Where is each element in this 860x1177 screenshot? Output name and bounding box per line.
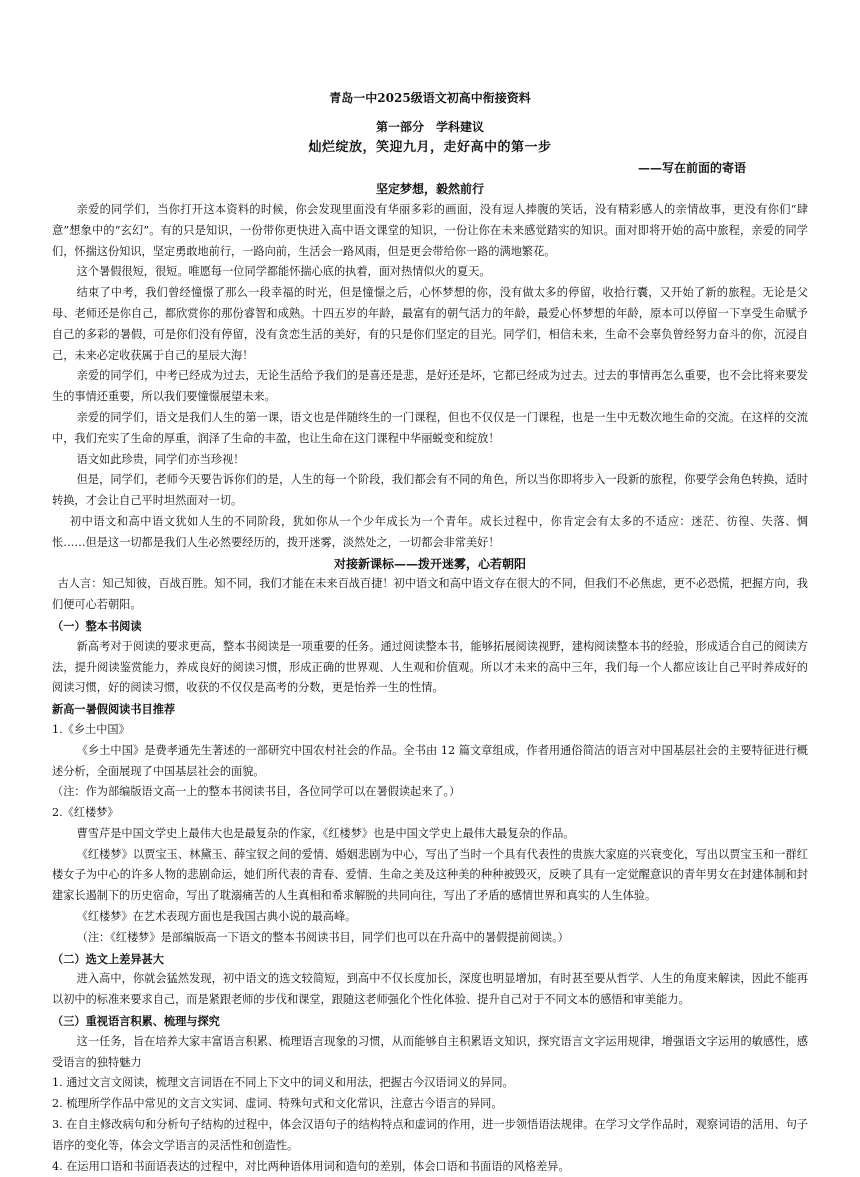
paragraph: 这个暑假很短，很短。唯愿每一位同学都能怀揣心底的执着，面对热情似火的夏天。 [76, 265, 491, 279]
headline: 灿烂绽放，笑迎九月，走好高中的第一步 [308, 139, 552, 155]
list-item: 4. 在运用口语和书面语表达的过程中，对比两种语体用词和造句的差别，体会口语和书面语的风格差异。 [52, 1159, 570, 1173]
part-heading: 第一部分 学科建议 [375, 119, 484, 134]
paragraph: 语文如此珍贵，同学们亦当珍视！ [76, 452, 245, 466]
subheading-curriculum: 对接新课标——拨开迷雾，心若朝阳 [333, 556, 526, 571]
paragraph: 《乡土中国》是费孝通先生著述的一部研究中国农村社会的作品。全书由 12 篇文章组成，作者用通俗简洁的语言对中国基层社会的主要特征进行概述分析，全面展现了中国基层社会的面貌。 [52, 743, 808, 778]
section-heading: （三）重视语言积累、梳理与探究 [52, 1014, 220, 1029]
paragraph: 但是，同学们，老师今天要告诉你们的是，人生的每一个阶段，我们都会有不同的角色，所以当你即将步入一段新的旅程，你要学会角色转换，适时转换，才会让自己平时坦然面对一切。 [52, 473, 808, 508]
paragraph: 初中语文和高中语文犹如人生的不同阶段，犹如你从一个少年成长为一个青年。成长过程中，你肯定会有太多的不适应：迷茫、彷徨、失落、惆怅……但是这一切都是我们人生必然要经历的，拨开迷雾，淡然处之，一切都会非常美好！ [52, 514, 808, 549]
paragraph: 亲爱的同学们，语文是我们人生的第一课，语文也是伴随终生的一门课程，但也不仅仅是一门课程，也是一生中无数次地生命的交流。在这样的交流中，我们充实了生命的厚重，润泽了生命的丰盈，也让生命在这门课程中华丽蜕变和绽放！ [52, 410, 808, 445]
list-item: 2. 梳理所学作品中常见的文言文实词、虚词、特殊句式和文化常识，注意古今语言的异同。 [52, 1097, 503, 1111]
section-heading: （一）整本书阅读 [52, 618, 142, 633]
section-heading: （二）选文上差异甚大 [52, 951, 164, 966]
paragraph: 新高考对于阅读的要求更高，整本书阅读是一项重要的任务。通过阅读整本书，能够拓展阅读视野，建构阅读整本书的经验，形成适合自己的阅读方法，提升阅读鉴赏能力，养成良好的阅读习惯，形成正确的世界观、人生观和价值观。所以才未来的高中三年，我们每一个人都应该让自己平时养成好的阅读习惯，好的阅读习惯，收获的不仅仅是高考的分数，更是怡养一生的性情。 [52, 639, 808, 695]
paragraph: 结束了中考，我们曾经憧憬了那么一段幸福的时光，但是憧憬之后，心怀梦想的你，没有做太多的停留，收拾行囊，又开始了新的旅程。无论是父母、老师还是你自己，都欣赏你的那份睿智和成熟。十四五岁的年龄，最富有的朝气活力的年龄，最爱心怀梦想的年龄，原本可以停留一下享受生命赋予自己的多彩的暑假，可是你们没有停留，没有贪恋生活的美好，有的只是你们坚定的目光。同学们，相信未来，生命不会辜负曾经努力奋斗的你，沉浸自己，未来必定收获属于自己的星辰大海！ [52, 286, 808, 362]
paragraph: 这一任务，旨在培养大家丰富语言积累、梳理语言现象的习惯，从而能够自主积累语文知识，探究语言文字运用规律，增强语文字运用的敏感性，感受语言的独特魅力 [52, 1034, 808, 1069]
byline: ——写在前面的寄语 [637, 161, 746, 176]
book-title: 1.《乡土中国》 [52, 722, 130, 736]
list-item: 1. 通过文言文阅读，梳理文言词语在不同上下文中的词义和用法，把握古今汉语词义的异同。 [52, 1076, 514, 1090]
paragraph: 古人言：知己知彼，百战百胜。知不同，我们才能在未来百战百捷！初中语文和高中语文存在很大的不同，但我们不必焦虑，更不必恐慌，把握方向，我们便可心若朝阳。 [52, 577, 808, 612]
paragraph: 进入高中，你就会猛然发现，初中语文的选文较简短，到高中不仅长度加长，深度也明显增加，有时甚至要从哲学、人生的角度来解读，因此不能再以初中的标准来要求自己，而是紧跟老师的步伐和课堂，跟随这老师强化个性化体验、提升自己对于不同文本的感悟和审美能力。 [52, 972, 808, 1007]
paragraph: 《红楼梦》在艺术表现方面也是我国古典小说的最高峰。 [76, 910, 357, 924]
reading-list-title: 新高一暑假阅读书目推荐 [52, 702, 176, 717]
paragraph: 曹雪芹是中国文学史上最伟大也是最复杂的作家，《红楼梦》也是中国文学史上最伟大最复杂的作品。 [76, 826, 575, 840]
subheading-dream: 坚定梦想，毅然前行 [375, 182, 484, 197]
book-title: 2.《红楼梦》 [52, 806, 119, 820]
note: （注：作为部编版语文高一上的整本书阅读书目，各位同学可以在暑假读起来了。） [52, 785, 461, 799]
note: （注：《红楼梦》是部编版高一下语文的整本书阅读书目，同学们也可以在升高中的暑假提前阅读。） [76, 930, 569, 944]
document-title: 青岛一中2025级语文初高中衔接资料 [329, 91, 531, 105]
paragraph: 《红楼梦》以贾宝玉、林黛玉、薛宝钗之间的爱情、婚姻悲剧为中心，写出了当时一个具有代表性的贵族大家庭的兴衰变化，写出以贾宝玉和一群红楼女子为中心的许多人物的悲剧命运，她们所代表的青春、爱情、生命之美及这种美的种种被毁灭，反映了具有一定觉醒意识的青年男女在封建体制和封建家长遏制下的历史宿命，写出了耽溺痛苦的人生真相和希求解脱的共同向往，写出了矛盾的感情世界和真实的人生体验。 [52, 847, 808, 903]
paragraph: 亲爱的同学们，中考已经成为过去，无论生活给予我们的是喜还是悲，是好还是坏，它都已经成为过去。过去的事情再怎么重要，也不会比将来要发生的事情还重要，所以我们要憧憬展望未来。 [52, 369, 808, 404]
paragraph: 亲爱的同学们，当你打开这本资料的时候，你会发现里面没有华丽多彩的画面，没有逗人捧腹的笑话，没有精彩感人的亲情故事，更没有你们“肆意”想象中的“玄幻”。有的只是知识，一份带你更快进入高中语文课堂的知识，一份让你在未来感觉踏实的知识。面对即将开始的高中旅程，亲爱的同学们，怀揣这份知识，坚定勇敢地前行，一路向前，生活会一路风雨，但是更会带给你一路的满地繁花。 [52, 202, 808, 258]
list-item: 3. 在自主修改病句和分析句子结构的过程中，体会汉语句子的结构特点和虚词的作用，进一步领悟语法规律。在学习文学作品时，观察词语的活用、句子语序的变化等，体会文学语言的灵活性和创造性。 [52, 1118, 808, 1152]
